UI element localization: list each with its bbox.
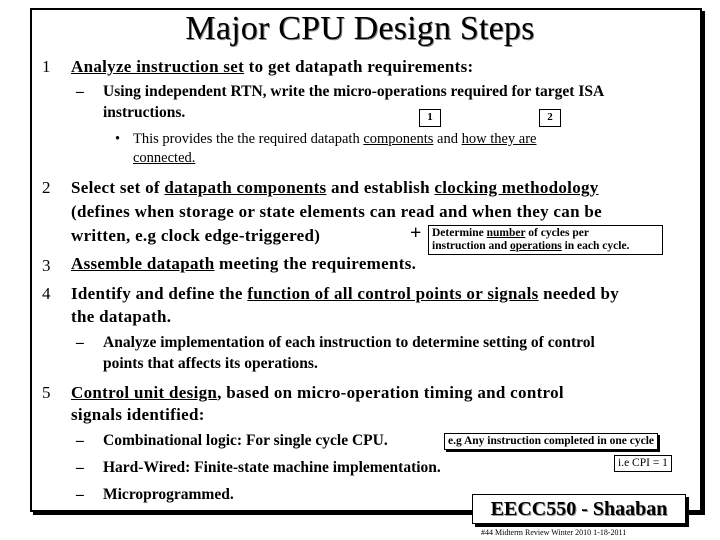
step-2-text-a: Select set of [71, 178, 165, 197]
bullet-text-a: This provides the the required datapath [133, 131, 364, 147]
step-2-line-3: written, e.g clock edge-triggered) [71, 226, 321, 245]
step-4-sub-line-1: Analyze implementation of each instruction to determine setting of control [103, 334, 595, 351]
step-1-bullet-line-1 [133, 131, 536, 148]
step-5-sub-dash-2: – [76, 459, 84, 476]
single-cycle-note: e.g Any instruction completed in one cycle [444, 433, 658, 450]
bullet-text-components: components [363, 131, 434, 147]
step-2-line-2: (defines when storage or state elements can read and when they can be [71, 202, 602, 221]
step-5-sub-microprogrammed: Microprogrammed. [103, 486, 234, 503]
cycles-note-f: in each cycle. [561, 240, 630, 252]
step-number-1: 1 [42, 57, 51, 76]
cycles-note-a: Determine [432, 227, 487, 239]
step-5-sub-dash-1: – [76, 432, 84, 449]
step-number-2: 2 [42, 178, 51, 197]
step-1-text: to get datapath requirements: [244, 57, 474, 76]
course-badge: EECC550 - Shaaban [472, 494, 686, 524]
step-5 [71, 383, 564, 403]
cpi-note: i.e CPI = 1 [614, 455, 672, 472]
step-4-line-2: the datapath. [71, 307, 172, 326]
step-3-underlined: Assemble datapath [71, 254, 215, 273]
step-number-4: 4 [42, 284, 51, 303]
step-1-bullet-line-2 [133, 150, 195, 167]
step-number-5: 5 [42, 383, 51, 402]
step-3-text: meeting the requirements. [214, 254, 417, 273]
step-number-3: 3 [42, 256, 51, 275]
cycles-note-operations: operations [509, 240, 562, 252]
step-1-sub-dash: – [76, 83, 84, 100]
slide-footer: #44 Midterm Review Winter 2010 1-18-2011 [481, 528, 627, 537]
step-4-sub-line-2: points that affects its operations. [103, 355, 318, 372]
bullet-text-how: how they are [461, 131, 537, 147]
step-1 [71, 57, 473, 77]
step-4-sub-dash: – [76, 334, 84, 351]
step-4 [71, 284, 619, 304]
cycles-note-line-1 [432, 227, 659, 240]
step-5-sub-combinational: Combinational logic: For single cycle CPU. [103, 432, 388, 449]
plus-icon: + [410, 222, 422, 244]
step-5-sub-dash-3: – [76, 486, 84, 503]
bullet-text-and: and [433, 131, 462, 147]
step-2-text-b: and establish [326, 178, 435, 197]
step-2 [71, 178, 599, 198]
cycles-note-c: of cycles per [525, 227, 589, 239]
cycles-note-d: instruction and [432, 240, 510, 252]
step-5-line-2: signals identified: [71, 405, 205, 424]
step-1-underlined: Analyze instruction set [71, 57, 245, 76]
step-4-underlined: function of all control points or signals [247, 284, 539, 303]
step-2-clocking: clocking methodology [434, 178, 599, 197]
step-4-text-b: needed by [538, 284, 620, 303]
cycles-note [428, 225, 663, 255]
step-5-text: , based on micro-operation timing and control [217, 383, 564, 402]
label-box-1: 1 [419, 109, 441, 127]
cycles-note-line-2 [432, 240, 659, 253]
slide-title: Major CPU Design Steps [185, 10, 535, 47]
bullet-text-connected: connected. [133, 150, 196, 166]
step-4-text-a: Identify and define the [71, 284, 248, 303]
step-5-underlined: Control unit design [71, 383, 218, 402]
step-1-sub-line-2: instructions. [103, 104, 186, 121]
step-2-components: datapath components [164, 178, 327, 197]
step-5-sub-hardwired: Hard-Wired: Finite-state machine implementation. [103, 459, 441, 476]
step-3 [71, 254, 416, 274]
bullet-icon: • [115, 131, 121, 147]
cycles-note-number: number [486, 227, 526, 239]
label-box-2: 2 [539, 109, 561, 127]
step-1-sub-line-1: Using independent RTN, write the micro-operations required for target ISA [103, 83, 605, 100]
